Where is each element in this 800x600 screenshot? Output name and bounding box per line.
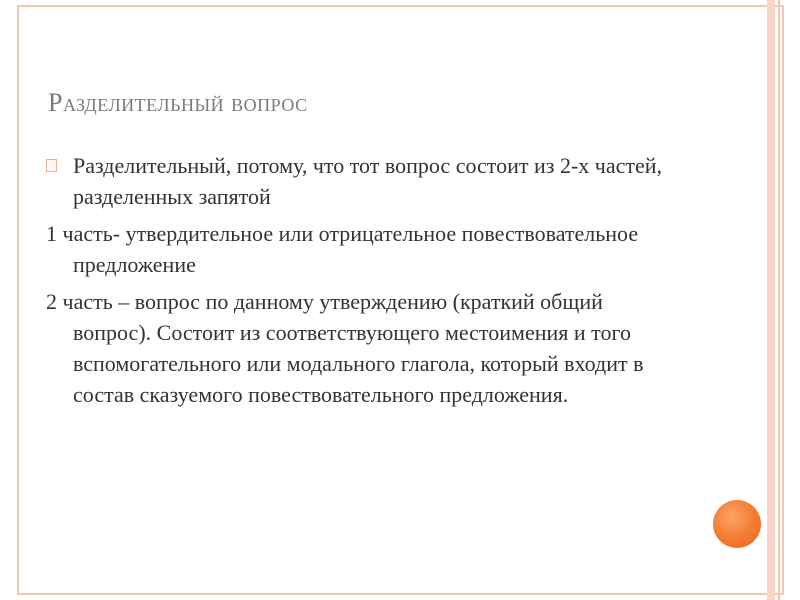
paragraph-1 (46, 150, 686, 212)
square-bullet-icon (46, 159, 57, 172)
orange-circle-icon (713, 500, 761, 548)
slide-title: Разделительный вопрос (48, 88, 308, 117)
decorative-right-line (778, 0, 780, 600)
decorative-right-bar (767, 0, 775, 600)
paragraph-3: 2 часть – вопрос по данному утверждению (краткий общий вопрос). Состоит из соответствующего местоимения и того вспомогательного или модального глагола, который входит в состав сказуемого повествовательного предложения. (46, 289, 644, 407)
paragraph-2: 1 часть- утвердительное или отрицательное повествовательное предложение (46, 221, 639, 277)
paragraph-1-text: Разделительный, потому, что тот вопрос состоит из 2-х частей, разделенных запятой (73, 153, 663, 209)
slide-body (46, 150, 686, 416)
